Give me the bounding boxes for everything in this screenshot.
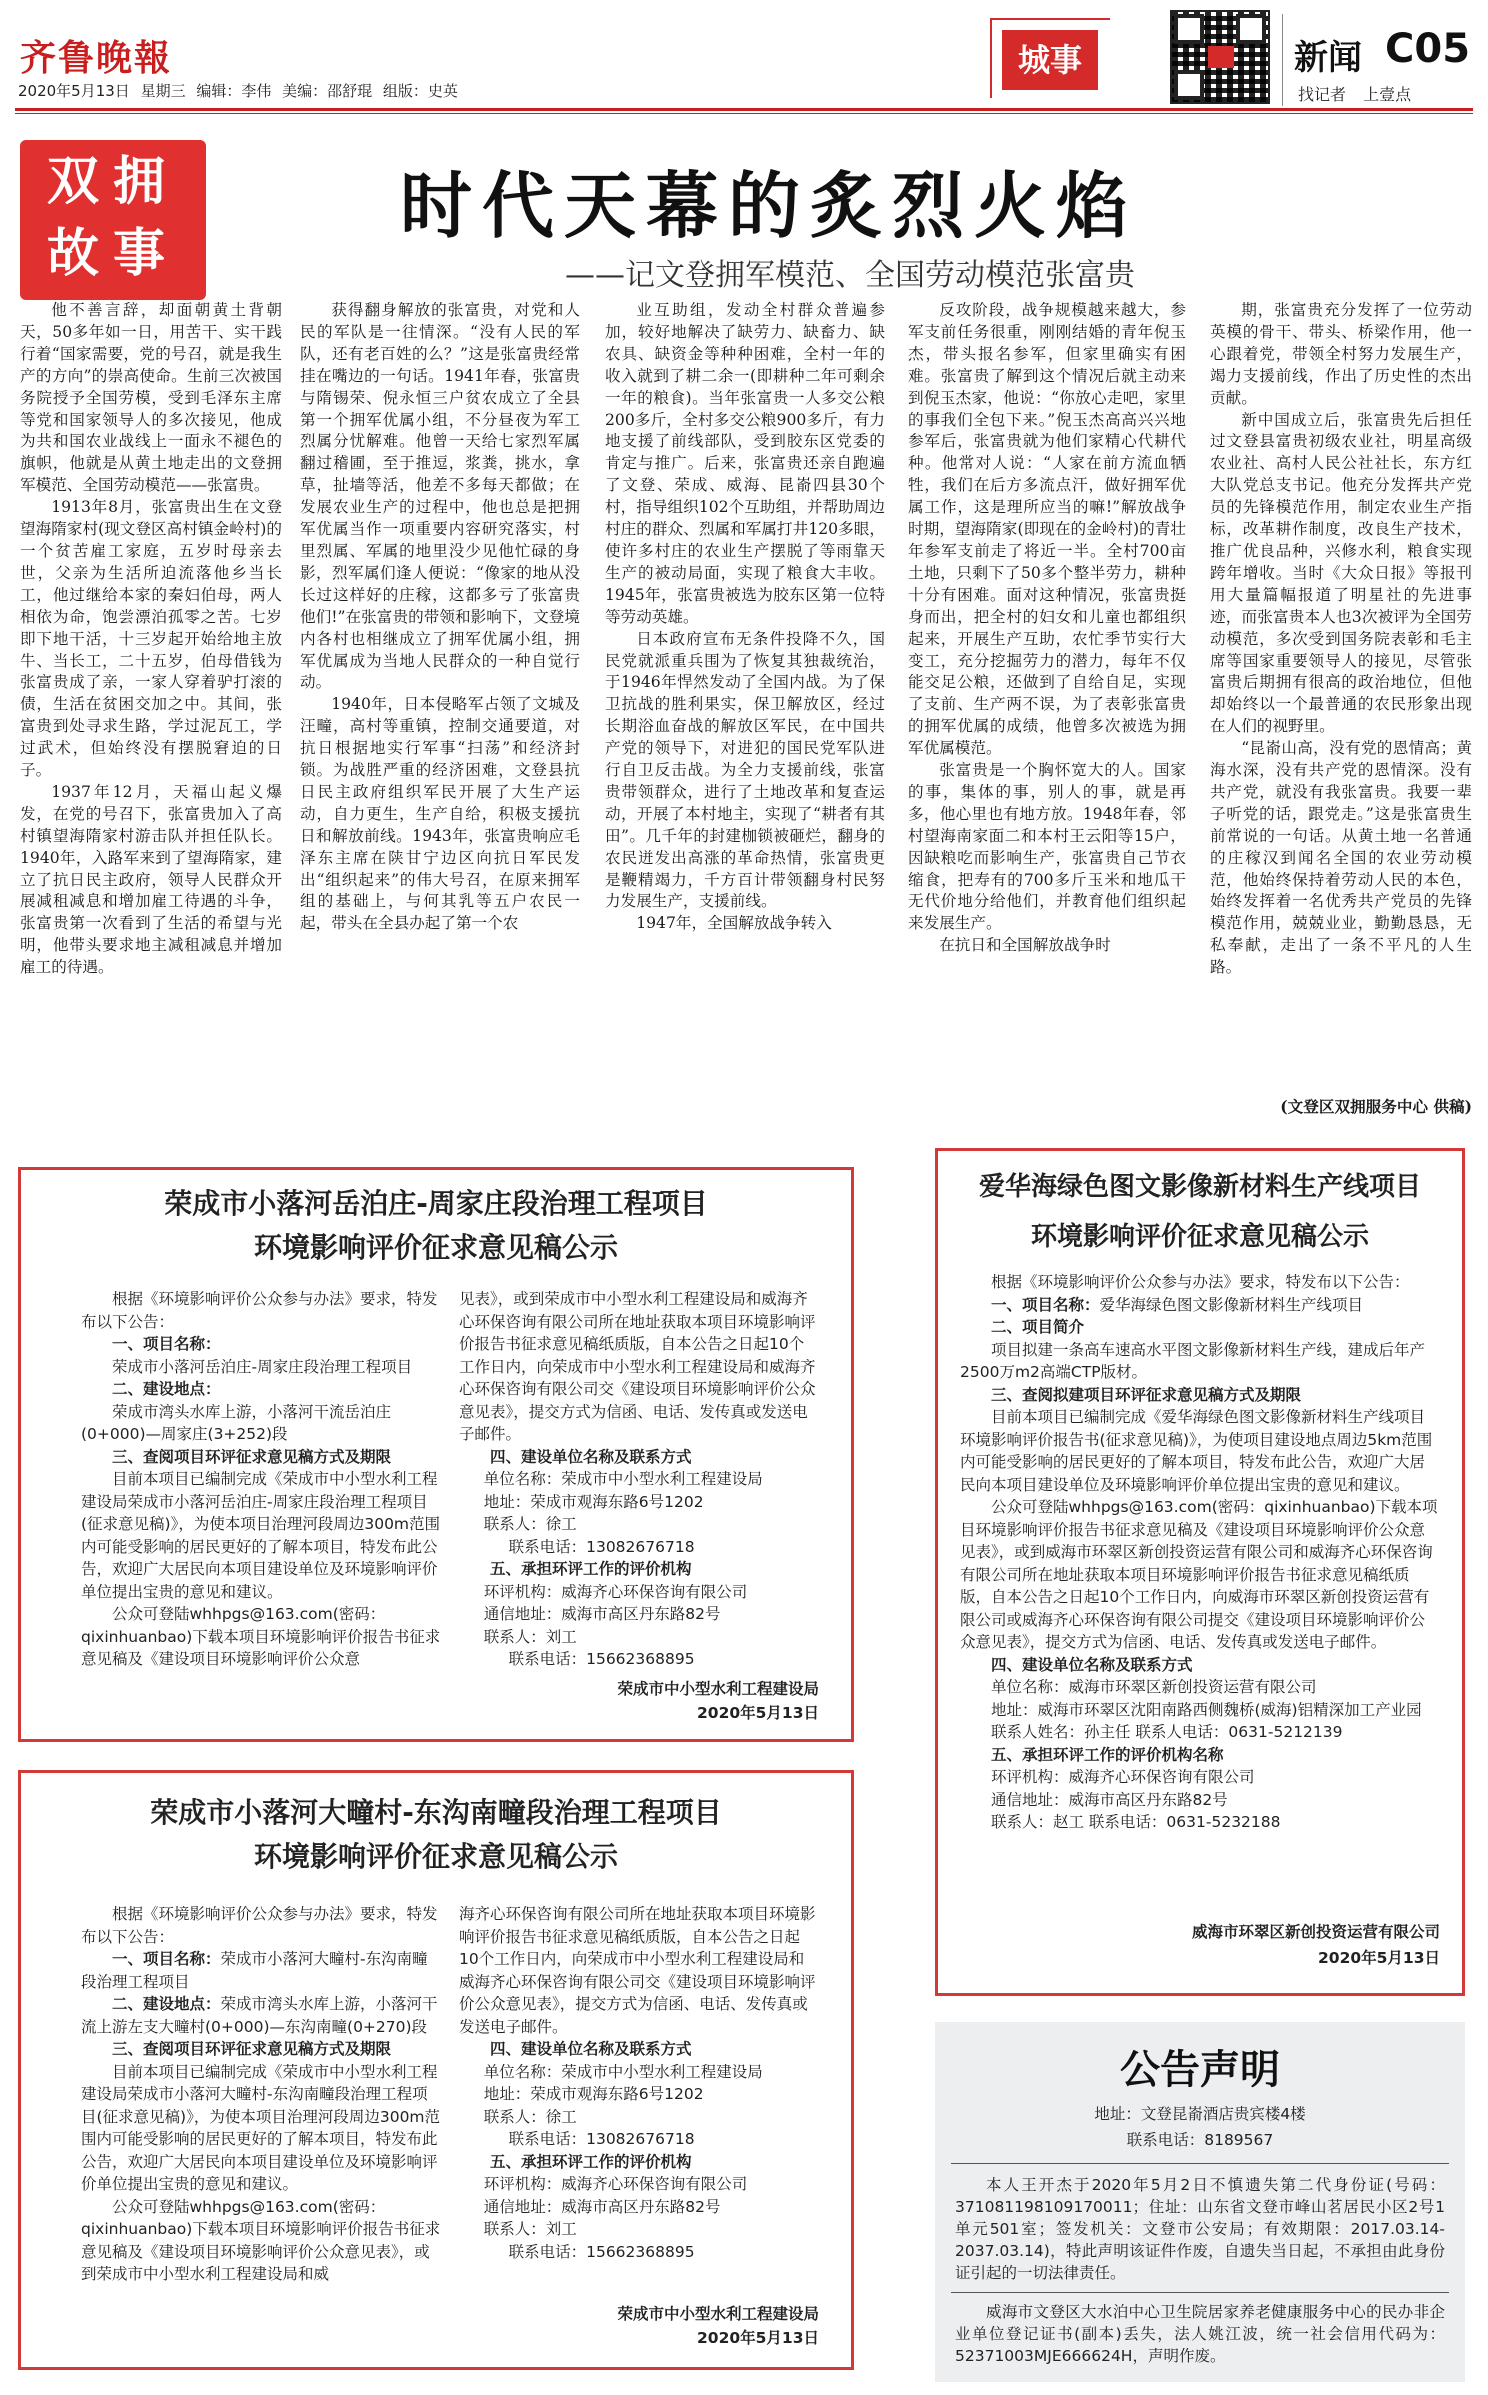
notice-2-signer: 荣成市中小型水利工程建设局 — [617, 2305, 819, 2323]
notice-line: 根据《环境影响评价公众参与办法》要求，特发布以下公告： — [81, 1905, 438, 1946]
notice-line: 联系人：刘工 — [483, 1627, 577, 1646]
announcement-address: 地址：文登昆嵛酒店贵宾楼4楼 — [1094, 2105, 1306, 2123]
notice-line: 地址：威海市环翠区沈阳南路西侧魏桥(威海)铝精深加工产业园 — [991, 1700, 1422, 1719]
story-paragraph: 新中国成立后，张富贵先后担任过文登县富贵初级农业社，明星高级农业社、高村人民公社社长，东方红大队党总支书记。他充分发挥共产党员的先锋模范作用，制定农业生产指标，改革耕作制度，改良生产技术，推广优良品种，兴修水利，粮食实现跨年增收。当时《大众日报》等报刊用大量篇幅报道了明星社的先进事迹，而张富贵本人也3次被评为全国劳动模范，多次受到国务院表彰和毛主席等国家重要领导人的接见，尽管张富贵后期拥有很高的政治地位，但他却始终以一个最普通的农民形象出现在人们的视野里。 — [1210, 410, 1472, 736]
story-column-3 — [605, 300, 885, 1115]
story-paragraph: 张富贵是一个胸怀宽大的人。国家的事，集体的事，别人的事，就是再多，他心里也有地方放。1948年春，邻村望海南家面二和本村王云阳等15户，因缺粮吃而影响生产，张富贵自己节衣缩食，把寿有的700多斤玉米和地瓜干无代价地分给他们，并教育他们组织起来发展生产。 — [908, 761, 1186, 933]
story-paragraph: “昆嵛山高，没有党的恩情高；黄海水深，没有共产党的恩情深。没有共产党，就没有我张富贵。我要一辈子听党的话，跟党走。”这是张富贵生前常说的一句话。从黄土地一名普通的庄稼汉到闻名全国的农业劳动模范，他始终保持着劳动人民的本色，始终发挥着一名优秀共产党员的先锋模范作用，兢兢业业，勤勤恳恳，无私奉献，走出了一条不平凡的人生路。 — [1210, 739, 1472, 977]
category-label: 新闻 — [1294, 38, 1362, 78]
notice-line: 联系人：徐工 — [483, 1515, 577, 1533]
notice-line: 荣成市湾头水库上游，小落河干流岳泊庄(0+000)—周家庄(3+252)段 — [81, 1402, 392, 1443]
story-paragraph: 业互助组，发动全村群众普遍参加，较好地解决了缺劳力、缺畜力、缺农具、缺资金等种种困难，全村一年的收入就到了耕二余一(即耕种二年可剩余一年的粮食)。当年张富贵一人多交公粮200多斤，全村多交公粮900多斤，有力地支援了前线部队，受到胶东区党委的肯定与推广。后来，张富贵还亲自跑遍了文登、荣成、威海、昆嵛四县30个村，指导组织102个互助组，并帮助周边村庄的群众、烈属和军属打井120多眼，使许多村庄的农业生产摆脱了等雨靠天生产的被动局面，实现了粮食大丰收。1945年，张富贵被选为胶东区第一位特等劳动英雄。 — [605, 301, 885, 626]
notice-line: 二、建设地点：荣成市湾头水库上游，小落河干流上游左支大疃村(0+000)—东沟南疃(0+270)段 — [81, 1995, 438, 2036]
header-rule-thin — [15, 113, 1473, 114]
reporter-hint: 找记者 上壹点 — [1298, 85, 1412, 104]
notice-line: 二、建设地点： — [112, 1380, 221, 1398]
header-rule — [15, 108, 1473, 111]
notice-line: 一、项目名称：荣成市小落河大疃村-东沟南疃段治理工程项目 — [81, 1950, 428, 1991]
announcement-phone: 联系电话：8189567 — [1126, 2131, 1274, 2149]
notice-line: 环评机构：威海齐心环保咨询有限公司 — [483, 1582, 748, 1601]
story-paragraph: 在抗日和全国解放战争时 — [939, 936, 1111, 955]
announcement-divider-2 — [951, 2292, 1449, 2293]
notice-2-date: 2020年5月13日 — [697, 2329, 819, 2347]
notice-1-signer: 荣成市中小型水利工程建设局 — [617, 1680, 819, 1698]
newspaper-logo: 齐鲁晚報 — [20, 37, 173, 79]
notice-line: 地址：荣成市观海东路6号1202 — [483, 1492, 704, 1511]
notice-line: 联系电话：13082676718 — [508, 2130, 695, 2148]
notice-line: 地址：荣成市观海东路6号1202 — [483, 2085, 704, 2103]
notice-line: 单位名称：荣成市中小型水利工程建设局 — [483, 2062, 763, 2081]
notice-3 — [935, 1148, 1465, 1996]
notice-line: 一、项目名称： — [112, 1335, 221, 1353]
notice-line: 三、查阅项目环评征求意见稿方式及期限 — [112, 1447, 392, 1466]
notice-line: 联系电话：15662368895 — [508, 2242, 695, 2261]
notice-line: 五、承担环评工作的评价机构名称 — [991, 1745, 1224, 1764]
notice-line: 五、承担环评工作的评价机构 — [490, 1560, 692, 1578]
notice-2 — [18, 1770, 854, 2370]
story-paragraph: 1913年8月，张富贵出生在文登望海隋家村(现文登区高村镇金岭村)的一个贫苦雇工家庭，五岁时母亲去世，父亲为生活所迫流落他乡当长工，他过继给本家的秦妇伯母，两人相依为命，饱尝漂泊孤零之苦。七岁即下地干活，十三岁起开始给地主放牛、当长工，二十五岁，伯母借钱为张富贵成了亲，一家人穿着驴打滚的债，生活在贫困交加之中。其间，张富贵到处寻求生路，学过泥瓦工，学过武术，但始终没有摆脱窘迫的日子。 — [20, 498, 282, 780]
notice-1-title: 荣成市小落河岳泊庄-周家庄段治理工程项目 — [164, 1187, 708, 1220]
header-divider — [1282, 14, 1283, 106]
announcement-item-2: 威海市文登区大水泊中心卫生院居家养老健康服务中心的民办非企业单位登记证书(副本)丢失，法人姚江波，统一社会信用代码为：52371003MJE666624H，声明作废。 — [955, 2303, 1445, 2365]
notice-line: 公众可登陆whhpgs@163.com(密码：qixinhuanbao)下载本项目环境影响评价报告书征求意见稿及《建设项目环境影响评价公众意 — [81, 1605, 441, 1668]
story-paragraph: 1947年，全国解放战争转入 — [636, 914, 832, 933]
story-column-1 — [20, 300, 282, 1115]
story-column-4 — [908, 300, 1186, 1115]
story-column-5 — [1210, 300, 1472, 1100]
notice-line: 四、建设单位名称及联系方式 — [991, 1655, 1193, 1674]
notice-line: 四、建设单位名称及联系方式 — [490, 2040, 692, 2058]
notice-line: 联系电话：13082676718 — [508, 1537, 695, 1556]
notice-line: 公众可登陆whhpgs@163.com(密码：qixinhuanbao)下载本项目环境影响评价报告书征求意见稿及《建设项目环境影响评价公众意见表》，或到威海市环翠区新创投资运营有限公司和威海齐心环保咨询有限公司所在地址获取本项目环境影响评价报告书征求意见稿纸质版，自本公告之日起10个工作日内，向威海市环翠区新创投资运营有限公司或威海齐心环保咨询有限公司提交《建设项目环境影响评价公众意见表》，提交方式为信函、电话、发传真或发送电子邮件。 — [960, 1498, 1438, 1651]
notice-1-left — [81, 1288, 441, 1671]
announcement-divider — [951, 2163, 1449, 2164]
notice-3-body — [960, 1271, 1440, 1834]
headline: 时代天幕的炙烈火焰 — [400, 164, 1139, 248]
story-column-2 — [300, 300, 580, 1115]
badge-line-1: 双拥 — [46, 152, 179, 212]
notice-line: 联系人：赵工 联系电话：0631-5232188 — [991, 1813, 1281, 1831]
dateline: 2020年5月13日 星期三 编辑：李伟 美编：邵舒琨 组版：史英 — [18, 82, 458, 100]
notice-line: 一、项目名称：爱华海绿色图文影像新材料生产线项目 — [991, 1295, 1364, 1314]
notice-line: 环评机构：威海齐心环保咨询有限公司 — [991, 1768, 1255, 1786]
notice-3-title: 爱华海绿色图文影像新材料生产线项目 — [978, 1172, 1421, 1202]
notice-1-right — [459, 1288, 819, 1671]
notice-line: 荣成市小落河岳泊庄-周家庄段治理工程项目 — [112, 1357, 413, 1376]
notice-line: 单位名称：威海市环翠区新创投资运营有限公司 — [991, 1678, 1317, 1696]
notice-3-subtitle: 环境影响评价征求意见稿公示 — [1030, 1222, 1369, 1252]
notice-1-date: 2020年5月13日 — [697, 1704, 819, 1722]
notice-2-left — [81, 1903, 441, 2286]
story-paragraph: 1940年，日本侵略军占领了文城及汪疃，高村等重镇，控制交通要道，对抗日根据地实行军事“扫荡”和经济封锁。为战胜严重的经济困难，文登县抗日民主政府组织军民开展了大生产运动，自力更生，生产自给，积极支援抗日和解放前线。1943年，张富贵响应毛泽东主席在陕甘宁边区向抗日军民发出“组织起来”的伟大号召，在原来拥军组的基础上，与何其乳等五户农民一起，带头在全县办起了第一个农 — [300, 695, 580, 933]
story-paragraph: 日本政府宣布无条件投降不久，国民党就派重兵围为了恢复其独裁统治，于1946年悍然发动了全国内战。为了保卫抗战的胜利果实，保卫解放区，经过长期浴血奋战的解放区军民，在中国共产党的领导下，对进犯的国民党军队进行自卫反击战。为全力支援前线，张富贵带领群众，进行了土地改革和复查运动，开展了本村地主，实现了“耕者有其田”。几千年的封建枷锁被砸烂，翻身的农民迸发出高涨的革命热情，张富贵更是鞭精竭力，千方百计带领翻身村民努力发展生产，支援前线。 — [605, 629, 885, 911]
notice-line: 联系电话：15662368895 — [508, 1650, 695, 1668]
story-paragraph: 期，张富贵充分发挥了一位劳动英模的骨干、带头、桥梁作用，他一心跟着党，带领全村努力发展生产，竭力支援前线，作出了历史性的杰出贡献。 — [1210, 301, 1472, 407]
notice-line: 通信地址：威海市高区丹东路82号 — [991, 1790, 1228, 1809]
notice-line: 公众可登陆whhpgs@163.com(密码：qixinhuanbao)下载本项目环境影响评价报告书征求意见稿及《建设项目环境影响评价公众意见表》，或到荣成市中小型水利工程建设局和威 — [81, 2197, 441, 2283]
notice-line: 目前本项目已编制完成《荣成市中小型水利工程建设局荣成市小落河大疃村-东沟南疃段治理工程项目(征求意见稿)》，为使本项目治理河段周边300m范围内可能受影响的居民更好的了解本项目，特发布此公告，欢迎广大居民向本项目建设单位及环境影响评价单位提出宝贵的意见和建议。 — [81, 2062, 441, 2193]
story-badge — [20, 140, 206, 300]
notice-2-title: 荣成市小落河大疃村-东沟南疃段治理工程项目 — [150, 1796, 722, 1829]
notice-line: 五、承担环评工作的评价机构 — [490, 2152, 692, 2171]
subheadline: ——记文登拥军模范、全国劳动模范张富贵 — [565, 258, 1135, 293]
notice-line: 根据《环境影响评价公众参与办法》要求，特发布以下公告： — [81, 1290, 438, 1331]
notice-line: 三、查阅拟建项目环评征求意见稿方式及期限 — [991, 1385, 1302, 1404]
notice-line: 三、查阅项目环评征求意见稿方式及期限 — [112, 2040, 392, 2058]
notice-line: 联系人：徐工 — [483, 2107, 577, 2126]
page-number: C05 — [1385, 26, 1471, 72]
notice-1 — [18, 1167, 854, 1742]
notice-3-date: 2020年5月13日 — [1318, 1949, 1440, 1967]
story-paragraph: 1937年12月，天福山起义爆发，在党的号召下，张富贵加入了高村镇望海隋家村游击队并担任队长。1940年，入路军来到了望海隋家，建立了抗日民主政府，领导人民群众开展减租减息和增加雇工待遇的斗争，张富贵第一次看到了生活的希望与光明，他带头要求地主减租减息并增加雇工的待遇。 — [20, 782, 282, 977]
notice-line: 目前本项目已编制完成《爱华海绿色图文影像新材料生产线项目环境影响评价报告书(征求意见稿)》，为使项目建设地点周边5km范围内可能受影响的居民更好的了解本项目，特发布此公告，欢迎广大居民向本项目建设单位及环境影响评价单位提出宝贵的意见和建议。 — [960, 1408, 1433, 1494]
notice-line: 根据《环境影响评价公众参与办法》要求，特发布以下公告： — [991, 1273, 1410, 1291]
announcement-box — [935, 2022, 1465, 2382]
notice-line: 联系人：刘工 — [483, 2220, 577, 2238]
notice-line: 项目拟建一条高车速高水平图文影像新材料生产线，建成后年产2500万m2高端CTP版材。 — [960, 1340, 1426, 1381]
badge-line-2: 故事 — [46, 224, 179, 284]
notice-line: 通信地址：威海市高区丹东路82号 — [483, 2197, 721, 2216]
notice-2-subtitle: 环境影响评价征求意见稿公示 — [253, 1840, 618, 1873]
announcement-item-1: 本人王开杰于2020年5月2日不慎遗失第二代身份证(号码：371081198109170011；住址：山东省文登市峰山茗居民小区2号1单元501室；签发机关：文登市公安局；有效期限：2017.03.14-2037.03.14)，特此声明该证件作废，自遗失当日起，不承担由此身份证引起的一切法律责任。 — [955, 2176, 1445, 2282]
notice-line: 联系人姓名：孙主任 联系人电话：0631-5212139 — [991, 1723, 1343, 1741]
notice-line: 海齐心环保咨询有限公司所在地址获取本项目环境影响评价报告书征求意见稿纸质版，自本公告之日起10个工作日内，向荣成市中小型水利工程建设局和威海齐心环保咨询有限公司交《建设项目环境影响评价公众意见表》，提交方式为信函、电话、发传真或发送电子邮件。 — [459, 1905, 816, 2036]
notice-line: 通信地址：威海市高区丹东路82号 — [483, 1605, 721, 1623]
notice-3-signer: 威海市环翠区新创投资运营有限公司 — [1191, 1923, 1440, 1941]
story-paragraph: 反攻阶段，战争规模越来越大，参军支前任务很重，刚刚结婚的青年倪玉杰，带头报名参军，但家里确实有困难。张富贵了解到这个情况后就主动来到倪玉杰家，他说：“你放心走吧，家里的事我们全包下来。”倪玉杰高高兴兴地参军后，张富贵就为他们家精心代耕代种。他常对人说：“人家在前方流血牺牲，我们在后方多流点汗，做好拥军优属工作，这是理所应当的嘛!”解放战争时期，望海隋家(即现在的金岭村)的青壮年参军支前走了将近一半。全村700亩土地，只剩下了50多个整半劳力，耕种十分有困难。面对这种情况，张富贵挺身而出，把全村的妇女和儿童也都组织起来，开展生产互助，农忙季节实行大变工，充分挖掘劳力的潜力，每年不仅能交足公粮，还做到了自给自足，实现了支前、生产两不误，为了表彰张富贵的拥军优属的成绩，他曾多次被选为拥军优属模范。 — [908, 301, 1186, 758]
announcement-title: 公告声明 — [1120, 2047, 1280, 2093]
notice-line: 四、建设单位名称及联系方式 — [490, 1447, 692, 1466]
notice-1-subtitle: 环境影响评价征求意见稿公示 — [253, 1231, 618, 1264]
story-paragraph: 获得翻身解放的张富贵，对党和人民的军队是一往情深。“没有人民的军队，还有老百姓的么？”这是张富贵经常挂在嘴边的一句话。1941年春，张富贵与隋锡荣、倪永恒三户贫农成立了全县第一个拥军优属小组，不分昼夜为军工烈属分忧解难。他曾一天给七家烈军属翻过稽圃，至于推逗，浆粪，挑水，拿草，扯墙等活，他差不多每天都做；在发展农业生产的过程中，他也总是把拥军优属当作一项重要内容研究落实，村里烈属、军属的地里没少见他忙碌的身影，烈军属们逢人便说：“像家的地从没长过这样好的庄稼，这都多亏了张富贵他们!”在张富贵的带领和影响下，文登境内各村也相继成立了拥军优属小组，拥军优属成为当地人民群众的一种自觉行动。 — [300, 301, 580, 692]
qr-code-icon — [1170, 10, 1270, 104]
notice-line: 二、项目简介 — [991, 1318, 1085, 1336]
notice-line: 环评机构：威海齐心环保咨询有限公司 — [483, 2175, 748, 2193]
story-credit: (文登区双拥服务中心 供稿) — [1280, 1097, 1472, 1116]
notice-line: 单位名称：荣成市中小型水利工程建设局 — [483, 1470, 763, 1488]
notice-2-right — [459, 1903, 819, 2263]
story-paragraph: 他不善言辞，却面朝黄土背朝天，50多年如一日，用苦干、实干践行着“国家需要，党的号召，就是我生产的方向”的崇高使命。生前三次被国务院授予全国劳模，受到毛泽东主席等党和国家领导人的多次接见，他成为共和国农业战线上一面永不褪色的旗帜，他就是从黄土地走出的文登拥军模范、全国劳动模范——张富贵。 — [20, 301, 282, 495]
section-tab: 城事 — [1002, 30, 1098, 90]
notice-line: 目前本项目已编制完成《荣成市中小型水利工程建设局荣成市小落河岳泊庄-周家庄段治理工程项目(征求意见稿)》，为使本项目治理河段周边300m范围内可能受影响的居民更好的了解本项目，特发布此公告，欢迎广大居民向本项目建设单位及环境影响评价单位提出宝贵的意见和建议。 — [81, 1470, 441, 1601]
notice-line: 见表》，或到荣成市中小型水利工程建设局和威海齐心环保咨询有限公司所在地址获取本项目环境影响评价报告书征求意见稿纸质版，自本公告之日起10个工作日内，向荣成市中小型水利工程建设局和威海齐心环保咨询有限公司交《建设项目环境影响评价公众意见表》，提交方式为信函、电话、发传真或发送电子邮件。 — [459, 1290, 816, 1443]
